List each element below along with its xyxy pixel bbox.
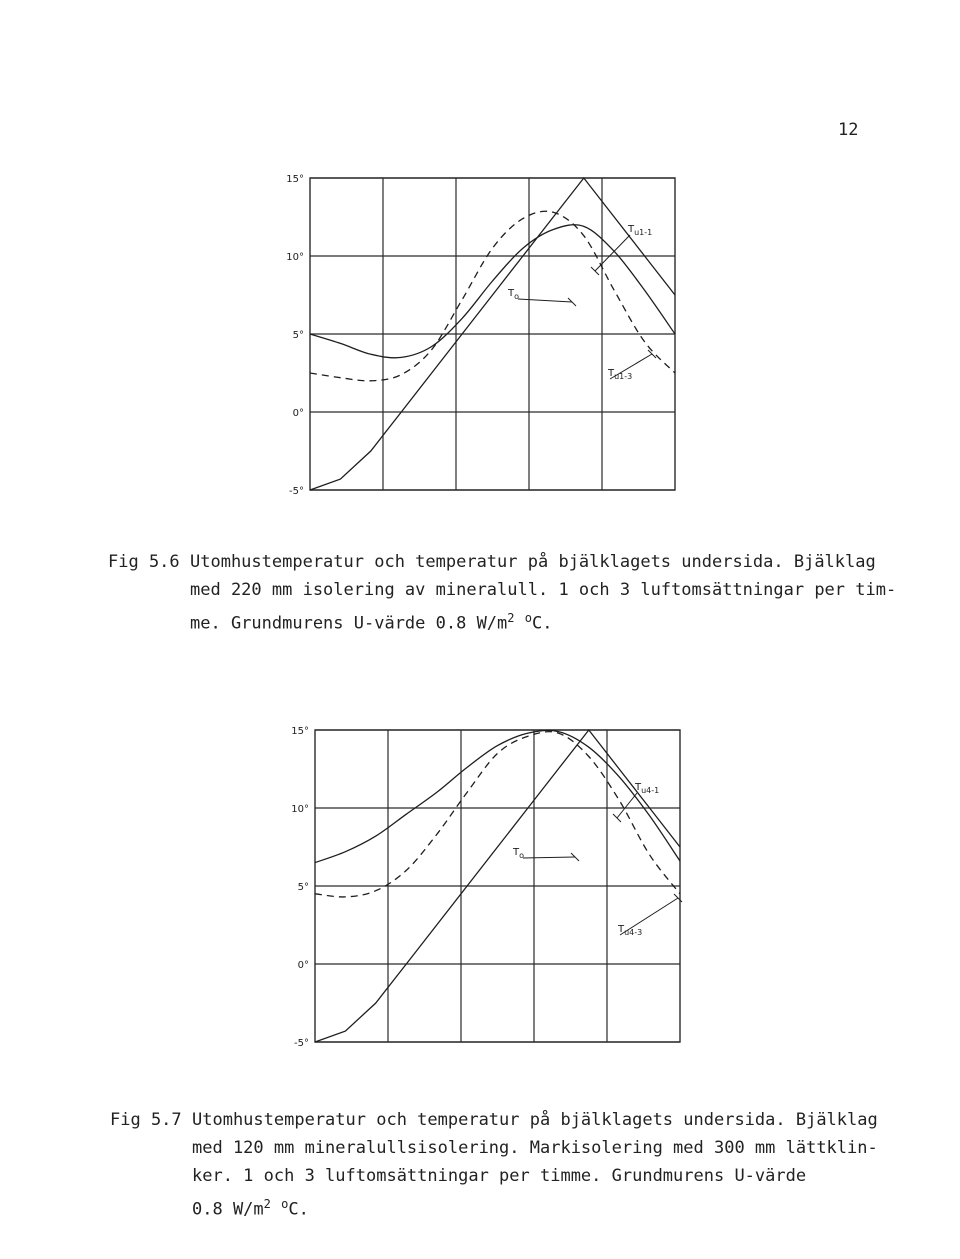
caption-line: ker. 1 och 3 luftomsättningar per timme. Grundmurens U-värde <box>192 1166 807 1186</box>
page-number: 12 <box>838 120 859 140</box>
svg-text:To: $T_o$ <box>513 847 525 860</box>
y-tick-label: -5° <box>294 1038 309 1049</box>
series-label-tu1-3 <box>607 350 656 381</box>
y-tick-label: 0° <box>292 408 304 419</box>
series-label-tu4-1 <box>613 782 659 822</box>
series-line-tu4-3 <box>315 732 680 897</box>
series-label-to <box>512 847 579 861</box>
series-label-to <box>507 288 576 306</box>
caption-label: Fig 5.6 <box>108 552 180 572</box>
y-tick-label: 5° <box>292 330 304 341</box>
y-tick-label: 10° <box>291 804 309 815</box>
caption-line: Utomhustemperatur och temperatur på bjälklagets undersida. Bjälklag <box>190 552 876 572</box>
caption-line: med 120 mm mineralullsisolering. Markisolering med 300 mm lättklin- <box>192 1138 878 1158</box>
y-tick-label: 10° <box>286 252 304 263</box>
series-label-tu1-1 <box>591 224 652 275</box>
figure-5-7-caption <box>110 1106 910 1224</box>
svg-text:Tu1-1: $T_{u1-1}$ <box>628 224 653 237</box>
caption-line: me. Grundmurens U-värde 0.8 $W/m^2$ $^o$C. <box>190 611 553 634</box>
figure-5-7-chart <box>285 720 705 1050</box>
y-tick-label: 15° <box>286 174 304 185</box>
series-label-tu4-3 <box>617 894 682 937</box>
caption-line: med 220 mm isolering av mineralull. 1 och 3 luftomsättningar per tim- <box>190 580 897 600</box>
caption-line: Utomhustemperatur och temperatur på bjälklagets undersida. Bjälklag <box>192 1110 878 1130</box>
y-tick-label: 5° <box>297 882 309 893</box>
series-line-tu4-1 <box>315 730 680 862</box>
figure-5-6-chart <box>280 168 700 498</box>
svg-text:Tu4-1: $T_{u4-1}$ <box>635 782 660 795</box>
caption-line: 0.8 $W/m^2$ $^o$C. <box>192 1197 309 1220</box>
series-line-tu1-3 <box>310 211 675 381</box>
y-tick-label: -5° <box>289 486 304 497</box>
figure-5-6-caption <box>108 548 908 638</box>
svg-text:To: $T_o$ <box>508 288 520 301</box>
y-tick-label: 0° <box>297 960 309 971</box>
svg-text:Tu4-3: $T_{u4-3}$ <box>618 924 643 937</box>
svg-text:Tu1-3: $T_{u1-3}$ <box>608 368 633 381</box>
y-tick-label: 15° <box>291 726 309 737</box>
caption-label: Fig 5.7 <box>110 1110 182 1130</box>
